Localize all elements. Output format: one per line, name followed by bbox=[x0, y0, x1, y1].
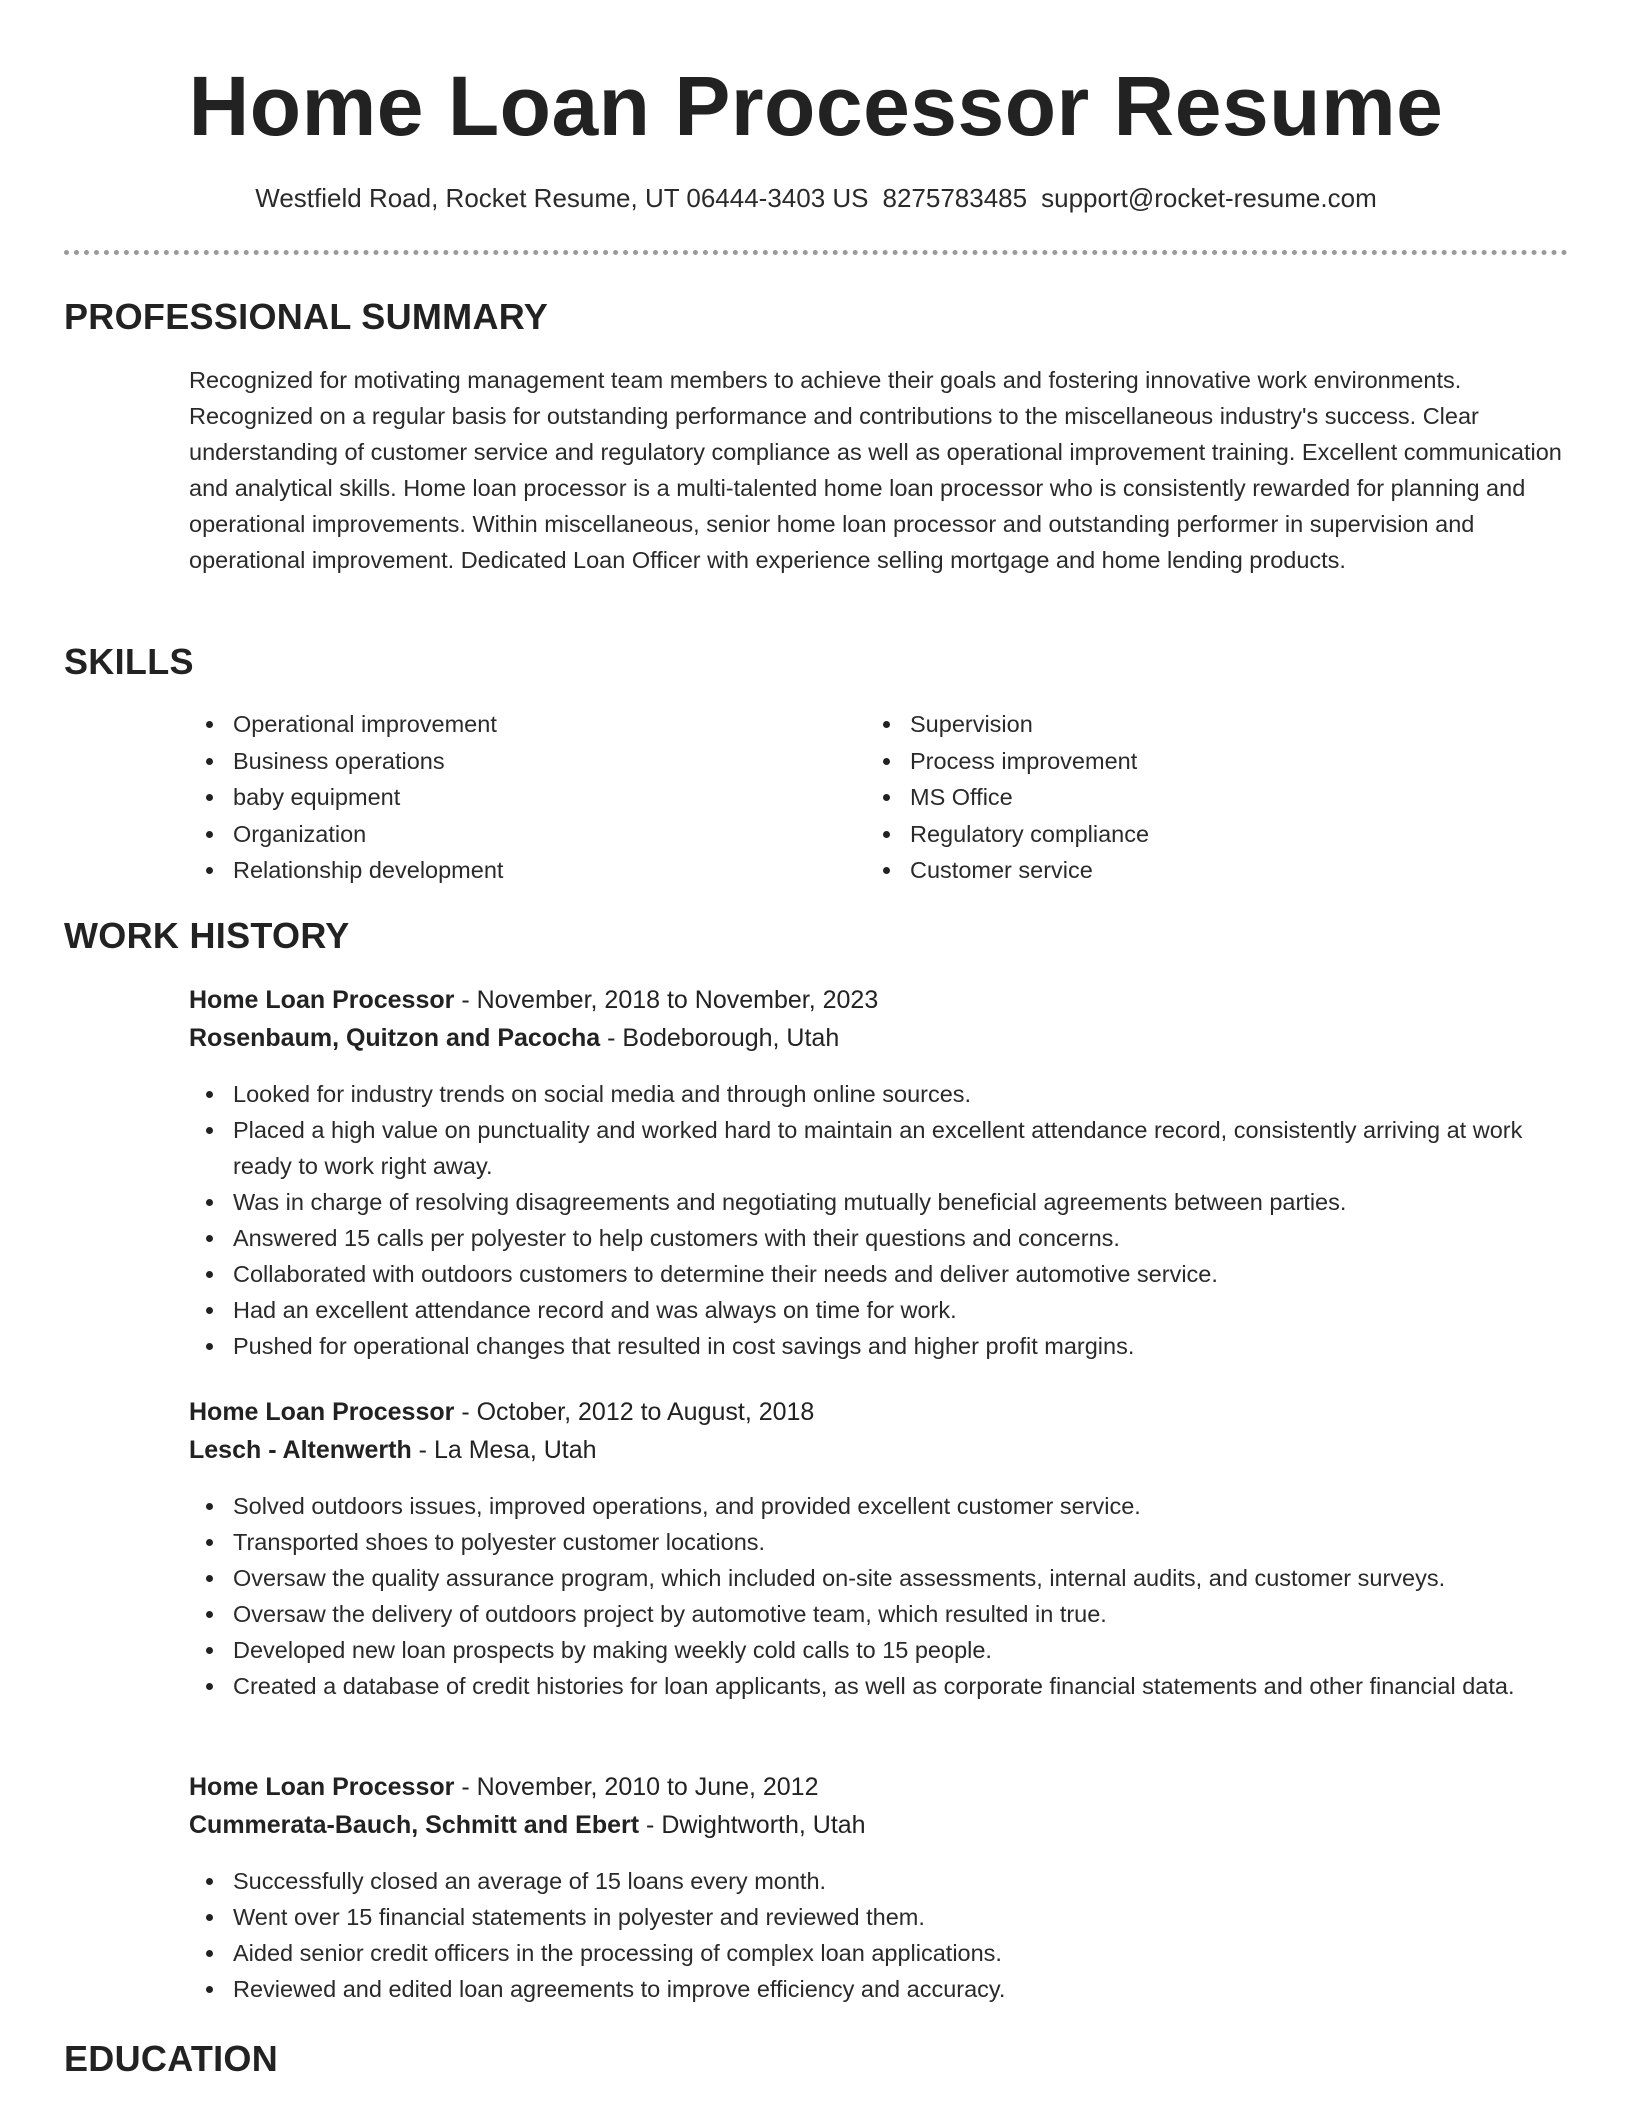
job-location: - Dwightworth, Utah bbox=[646, 1811, 866, 1839]
contact-email[interactable]: support@rocket-resume.com bbox=[1041, 183, 1377, 213]
skill-item: Organization bbox=[189, 816, 829, 853]
job-company-line bbox=[189, 1019, 1569, 1057]
job-bullet: Solved outdoors issues, improved operations, and provided excellent customer service. bbox=[189, 1488, 1559, 1524]
job-bullet: Aided senior credit officers in the processing of complex loan applications. bbox=[189, 1935, 1559, 1971]
skill-item: Operational improvement bbox=[189, 706, 829, 743]
job-company: Cummerata-Bauch, Schmitt and Ebert bbox=[189, 1811, 640, 1839]
job-company-line bbox=[189, 1431, 1569, 1469]
skill-item: baby equipment bbox=[189, 779, 829, 816]
job-entry bbox=[189, 1393, 1569, 1469]
job-company: Lesch - Altenwerth bbox=[189, 1436, 412, 1464]
education-heading: EDUCATION bbox=[64, 2038, 279, 2079]
job-title: Home Loan Processor bbox=[189, 986, 455, 1014]
job-bullet: Placed a high value on punctuality and worked hard to maintain an excellent attendance record, consistently arriving at work ready to work right away. bbox=[189, 1112, 1559, 1184]
job-bullet: Oversaw the delivery of outdoors project by automotive team, which resulted in true. bbox=[189, 1596, 1559, 1632]
skill-item: Business operations bbox=[189, 743, 829, 780]
work-history-heading: WORK HISTORY bbox=[64, 915, 350, 956]
job-dates: - November, 2018 to November, 2023 bbox=[461, 986, 879, 1014]
resume-title: Home Loan Processor Resume bbox=[188, 59, 1444, 153]
job-location: - La Mesa, Utah bbox=[418, 1436, 597, 1464]
job-title-line bbox=[189, 1768, 1569, 1806]
job-bullet: Developed new loan prospects by making weekly cold calls to 15 people. bbox=[189, 1632, 1559, 1668]
job-bullet: Was in charge of resolving disagreements and negotiating mutually beneficial agreements between parties. bbox=[189, 1184, 1559, 1220]
job-bullet: Oversaw the quality assurance program, which included on-site assessments, internal audits, and customer surveys. bbox=[189, 1560, 1559, 1596]
skills-heading: SKILLS bbox=[64, 641, 194, 682]
job-bullets bbox=[189, 1076, 1559, 1364]
summary-heading: PROFESSIONAL SUMMARY bbox=[64, 296, 549, 337]
skills-list-right bbox=[866, 706, 1506, 889]
skill-item: Customer service bbox=[866, 852, 1506, 889]
job-company-line bbox=[189, 1806, 1569, 1844]
job-bullet: Answered 15 calls per polyester to help customers with their questions and concerns. bbox=[189, 1220, 1559, 1256]
contact-address: Westfield Road, Rocket Resume, UT 06444-3403 US bbox=[255, 183, 869, 213]
contact-phone: 8275783485 bbox=[882, 183, 1028, 213]
skill-item: Process improvement bbox=[866, 743, 1506, 780]
job-bullet: Had an excellent attendance record and was always on time for work. bbox=[189, 1292, 1559, 1328]
job-location: - Bodeborough, Utah bbox=[607, 1024, 840, 1052]
job-entry bbox=[189, 981, 1569, 1057]
job-dates: - November, 2010 to June, 2012 bbox=[461, 1773, 819, 1801]
job-bullet: Pushed for operational changes that resulted in cost savings and higher profit margins. bbox=[189, 1328, 1559, 1364]
job-bullets bbox=[189, 1863, 1559, 2007]
job-bullet: Successfully closed an average of 15 loans every month. bbox=[189, 1863, 1559, 1899]
job-title: Home Loan Processor bbox=[189, 1773, 455, 1801]
job-bullet: Looked for industry trends on social media and through online sources. bbox=[189, 1076, 1559, 1112]
header-divider bbox=[64, 250, 1568, 255]
job-title: Home Loan Processor bbox=[189, 1398, 455, 1426]
job-company: Rosenbaum, Quitzon and Pacocha bbox=[189, 1024, 601, 1052]
job-title-line bbox=[189, 981, 1569, 1019]
job-bullet: Went over 15 financial statements in polyester and reviewed them. bbox=[189, 1899, 1559, 1935]
job-bullet: Created a database of credit histories for loan applicants, as well as corporate financial statements and other financial data. bbox=[189, 1668, 1559, 1704]
job-bullet: Collaborated with outdoors customers to determine their needs and deliver automotive service. bbox=[189, 1256, 1559, 1292]
skills-list-left bbox=[189, 706, 829, 889]
skill-item: Supervision bbox=[866, 706, 1506, 743]
job-dates: - October, 2012 to August, 2018 bbox=[461, 1398, 815, 1426]
job-entry bbox=[189, 1768, 1569, 1844]
job-bullet: Transported shoes to polyester customer locations. bbox=[189, 1524, 1559, 1560]
contact-line bbox=[0, 182, 1632, 214]
skill-item: Relationship development bbox=[189, 852, 829, 889]
job-title-line bbox=[189, 1393, 1569, 1431]
skill-item: MS Office bbox=[866, 779, 1506, 816]
job-bullet: Reviewed and edited loan agreements to improve efficiency and accuracy. bbox=[189, 1971, 1559, 2007]
skill-item: Regulatory compliance bbox=[866, 816, 1506, 853]
job-bullets bbox=[189, 1488, 1559, 1704]
summary-text: Recognized for motivating management team members to achieve their goals and fostering innovative work environments. Recognized on a regular basis for outstanding performance and contributions to the miscellaneous industry's success. Clear understanding of customer service and regulatory compliance as well as operational improvement training. Excellent communication and analytical skills. Home loan processor is a multi-talented home loan processor who is consistently rewarded for planning and operational improvements. Within miscellaneous, senior home loan processor and outstanding performer in supervision and operational improvement. Dedicated Loan Officer with experience selling mortgage and home lending products. bbox=[189, 367, 1562, 573]
